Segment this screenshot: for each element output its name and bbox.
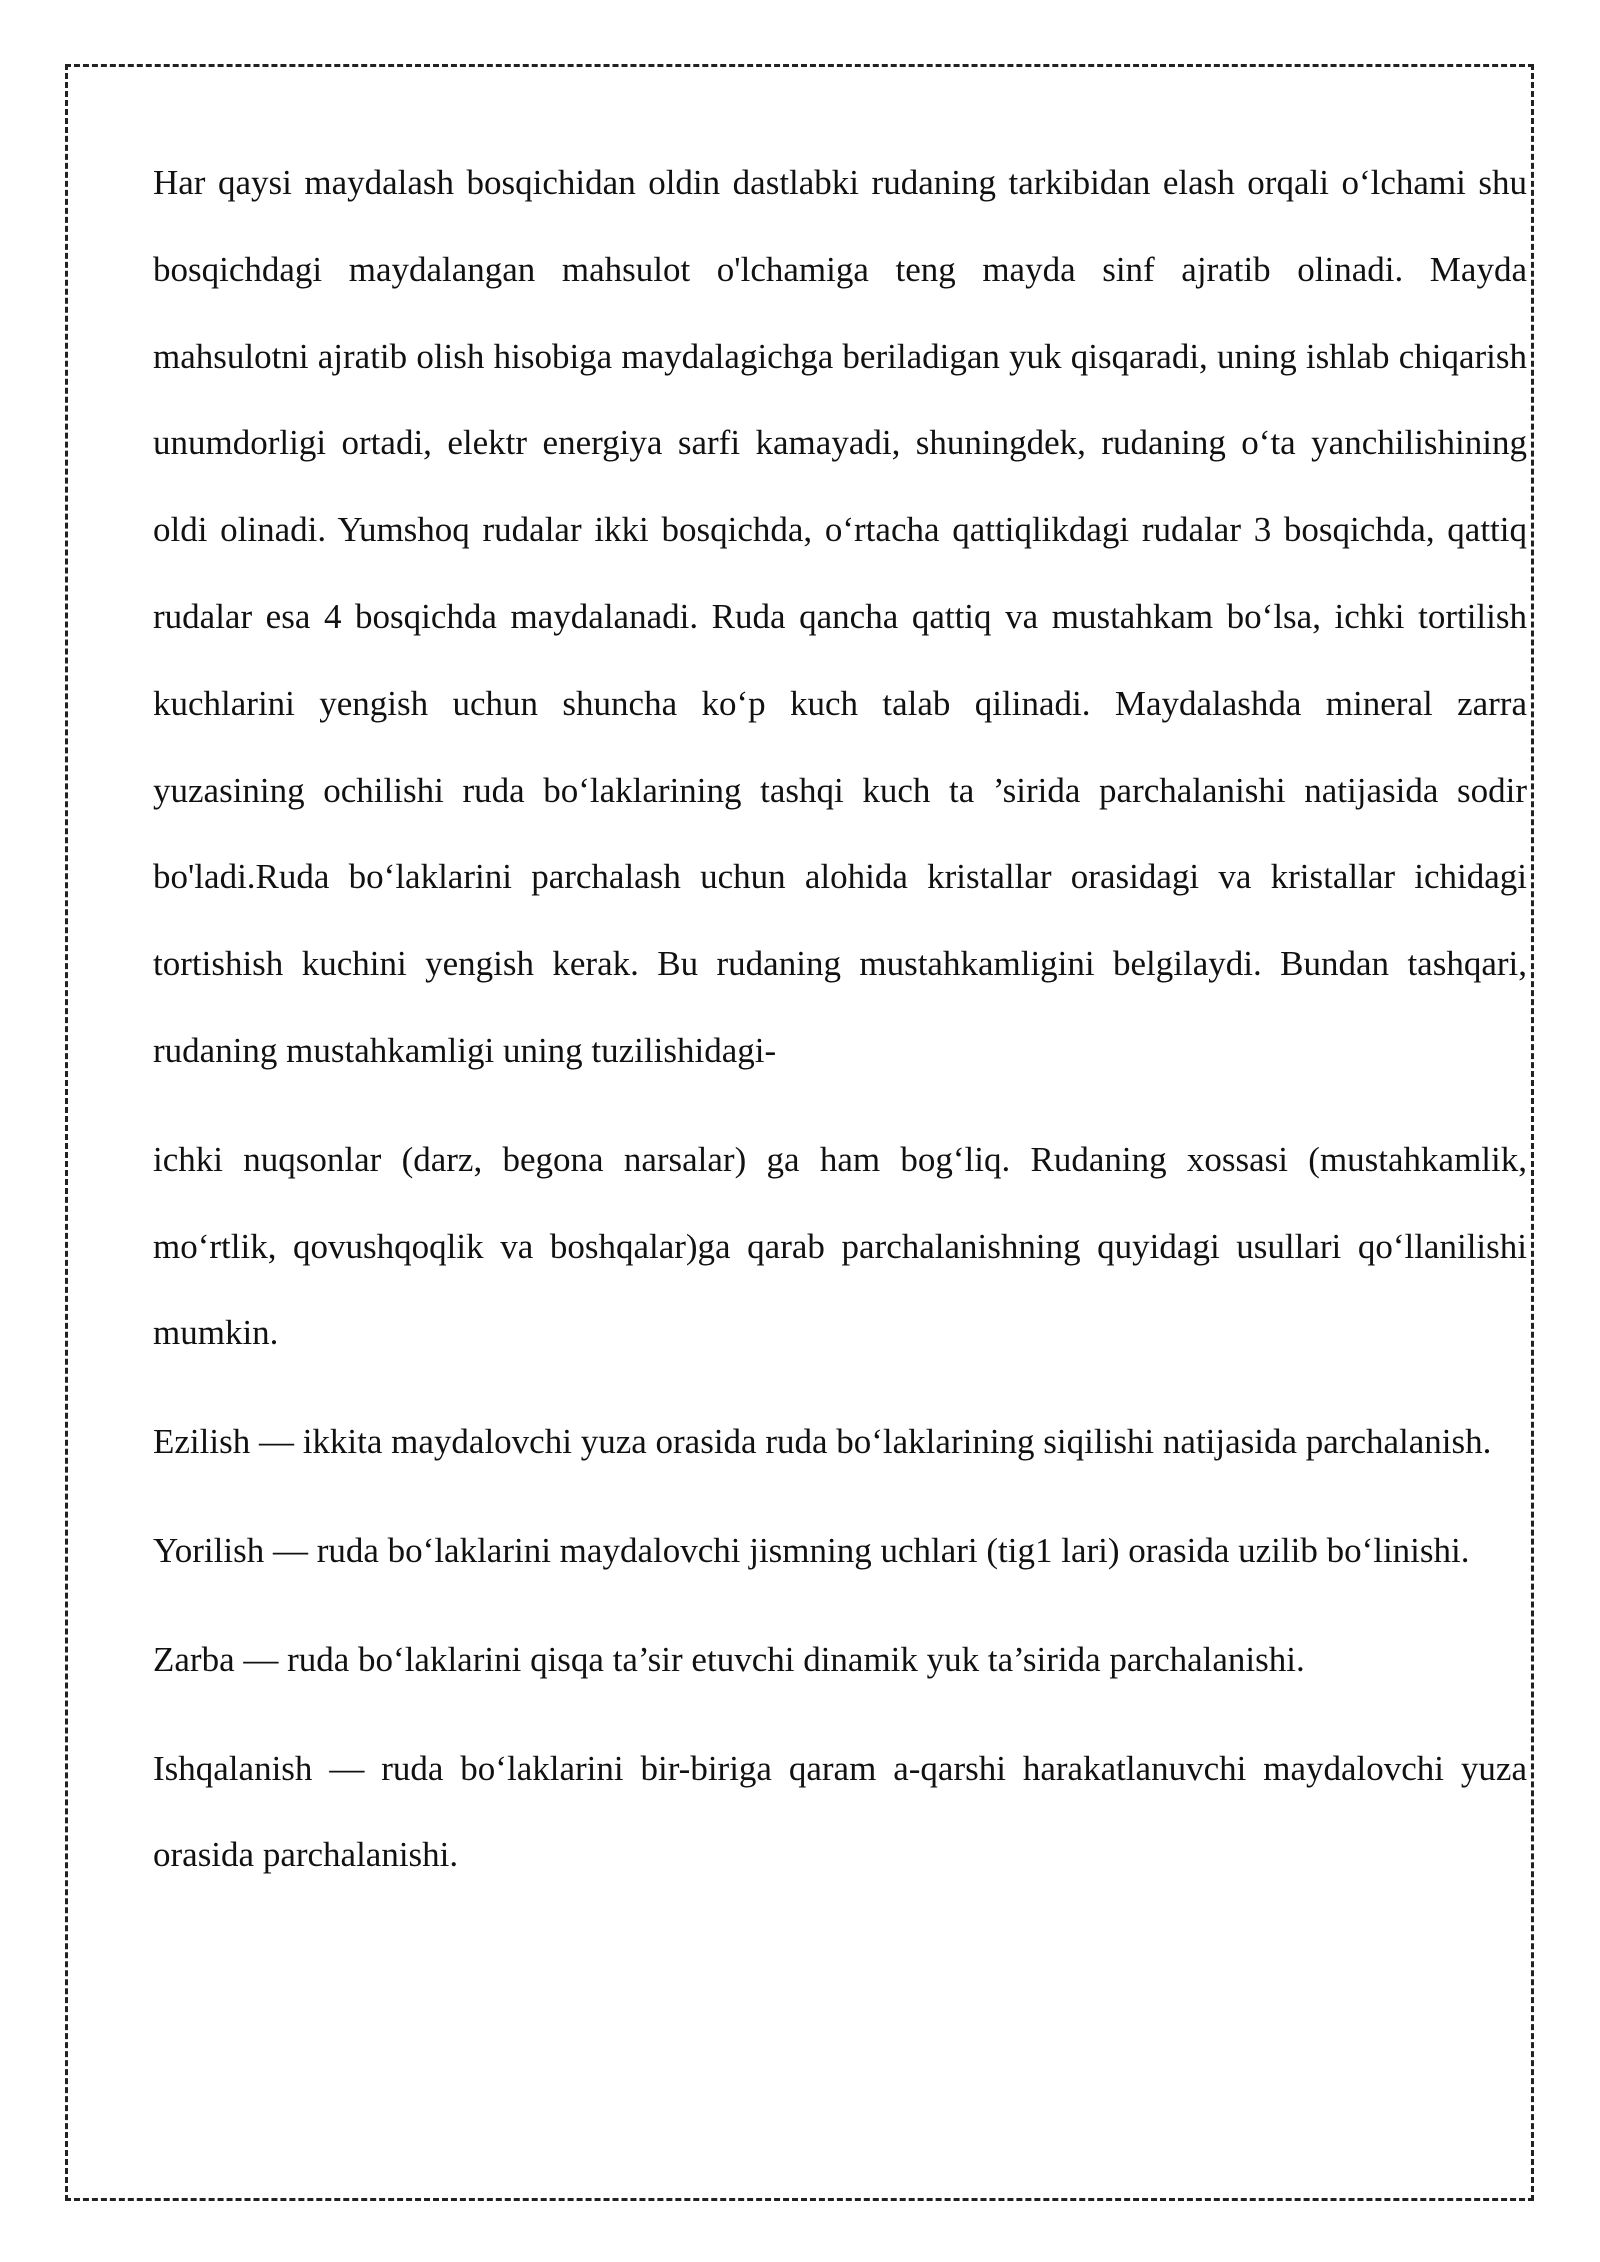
paragraph-yorilish: Yorilish — ruda bo‘laklarini maydalovchi jismning uchlari (tig1 lari) orasida uzilib bo‘linishi. [153, 1530, 1470, 1570]
paragraph-ore-defects: ichki nuqsonlar (darz, begona narsalar) ga ham bog‘liq. Rudaning xossasi (mustahkamlik, mo‘rtlik, qovushqoqlik va boshqalar)ga qarab parchalanishning quyidagi usullari qo‘llanilishi mumkin. [153, 1139, 1527, 1353]
paragraph-ishqalanish: Ishqalanish — ruda bo‘laklarini bir-biriga qaram a-qarshi harakatlanuvchi maydalovchi yuza orasida parchalanishi. [153, 1748, 1527, 1875]
paragraph-crushing-stages: Har qaysi maydalash bosqichidan oldin dastlabki rudaning tarkibidan elash orqali o‘lchami shu bosqichdagi maydalangan mahsulot o'lchamiga teng mayda sinf ajratib olinadi. Mayda mahsulotni ajratib olish hisobiga maydalagichga beriladigan yuk qisqaradi, uning ishlab chiqarish unumdorligi ortadi, elektr energiya sarfi kamayadi, shuningdek, rudaning o‘ta yanchilishining oldi olinadi. Yumshoq rudalar ikki bosqichda, o‘rtacha qattiqlikdagi rudalar 3 bosqichda, qattiq rudalar esa 4 bosqichda maydalanadi. Ruda qancha qattiq va mustahkam bo‘lsa, ichki tortilish kuchlarini yengish uchun shuncha ko‘p kuch talab qilinadi. Maydalashda mineral zarra yuzasining ochilishi ruda bo‘laklarining tashqi kuch ta ’sirida parchalanishi natijasida sodir bo'ladi.Ruda bo‘laklarini parchalash uchun alohida kristallar orasidagi va kristallar ichidagi tortishish kuchini yengish kerak. Bu rudaning mustahkamligini belgilaydi. Bundan tashqari, rudaning mustahkamligi uning tuzilishidagi- [153, 163, 1527, 1070]
paragraph-zarba: Zarba — ruda bo‘laklarini qisqa ta’sir etuvchi dinamik yuk ta’sirida parchalanishi. [153, 1639, 1305, 1679]
paragraph-ezilish: Ezilish — ikkita maydalovchi yuza orasida ruda bo‘laklarining siqilishi natijasida parchalanish. [153, 1422, 1492, 1462]
document-body [153, 140, 1527, 1899]
